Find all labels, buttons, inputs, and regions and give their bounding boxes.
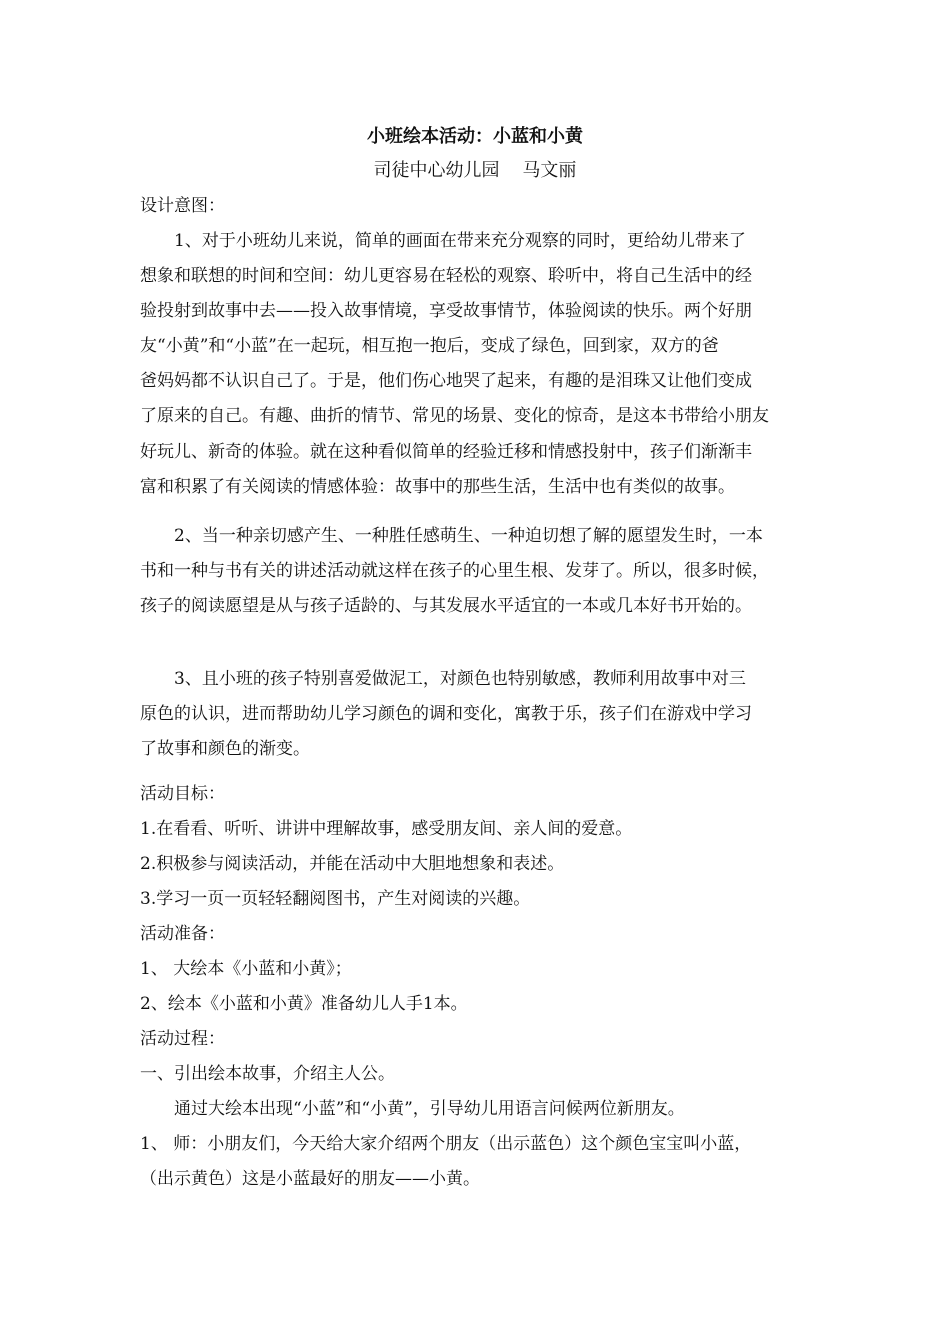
paragraph-line: 想象和联想的时间和空间：幼儿更容易在轻松的观察、聆听中，将自己生活中的经 [140, 266, 752, 286]
document-author: 司徒中心幼儿园 马文丽 [373, 160, 577, 181]
paragraph-line: 富和积累了有关阅读的情感体验：故事中的那些生活，生活中也有类似的故事。 [140, 477, 735, 497]
section-heading-goals: 活动目标： [140, 784, 225, 804]
section-heading-preparation: 活动准备： [140, 924, 225, 944]
paragraph-line: 了原来的自己。有趣、曲折的情节、常见的场景、变化的惊奇，是这本书带给小朋友 [140, 406, 769, 426]
list-item: 3.学习一页一页轻轻翻阅图书，产生对阅读的兴趣。 [140, 889, 531, 909]
section-heading-process: 活动过程： [140, 1029, 225, 1049]
paragraph-line: 孩子的阅读愿望是从与孩子适龄的、与其发展水平适宜的一本或几本好书开始的。 [140, 596, 752, 616]
step-heading: 一、引出绘本故事，介绍主人公。 [140, 1064, 395, 1084]
list-item: 2、绘本《小蓝和小黄》准备幼儿人手1本。 [140, 994, 468, 1014]
paragraph-line: 爸妈妈都不认识自己了。于是，他们伤心地哭了起来，有趣的是泪珠又让他们变成 [140, 371, 752, 391]
paragraph-line: 友“小黄”和“小蓝”在一起玩，相互抱一抱后，变成了绿色，回到家，双方的爸 [140, 336, 719, 356]
section-heading-design: 设计意图： [140, 196, 225, 216]
document-title: 小班绘本活动：小蓝和小黄 [367, 126, 583, 147]
paragraph-line: 原色的认识，进而帮助幼儿学习颜色的调和变化，寓教于乐，孩子们在游戏中学习 [140, 704, 752, 724]
paragraph-line: 好玩儿、新奇的体验。就在这种看似简单的经验迁移和情感投射中，孩子们渐渐丰 [140, 442, 752, 462]
paragraph-line: 1、 师：小朋友们，今天给大家介绍两个朋友（出示蓝色）这个颜色宝宝叫小蓝， [140, 1134, 752, 1154]
paragraph-line: 了故事和颜色的渐变。 [140, 739, 310, 759]
list-item: 2.积极参与阅读活动，并能在活动中大胆地想象和表述。 [140, 854, 565, 874]
list-item: 1、 大绘本《小蓝和小黄》； [140, 959, 352, 979]
paragraph-line: （出示黄色）这是小蓝最好的朋友——小黄。 [140, 1169, 480, 1189]
paragraph-line: 1、对于小班幼儿来说，简单的画面在带来充分观察的同时，更给幼儿带来了 [174, 231, 746, 251]
paragraph-line: 通过大绘本出现“小蓝”和“小黄”，引导幼儿用语言问候两位新朋友。 [174, 1099, 685, 1119]
paragraph-line: 2、当一种亲切感产生、一种胜任感萌生、一种迫切想了解的愿望发生时，一本 [174, 526, 763, 546]
paragraph-line: 3、且小班的孩子特别喜爱做泥工，对颜色也特别敏感，教师利用故事中对三 [174, 669, 746, 689]
list-item: 1.在看看、听听、讲讲中理解故事，感受朋友间、亲人间的爱意。 [140, 819, 633, 839]
paragraph-line: 验投射到故事中去——投入故事情境，享受故事情节，体验阅读的快乐。两个好朋 [140, 301, 752, 321]
paragraph-line: 书和一种与书有关的讲述活动就这样在孩子的心里生根、发芽了。所以，很多时候， [140, 561, 769, 581]
